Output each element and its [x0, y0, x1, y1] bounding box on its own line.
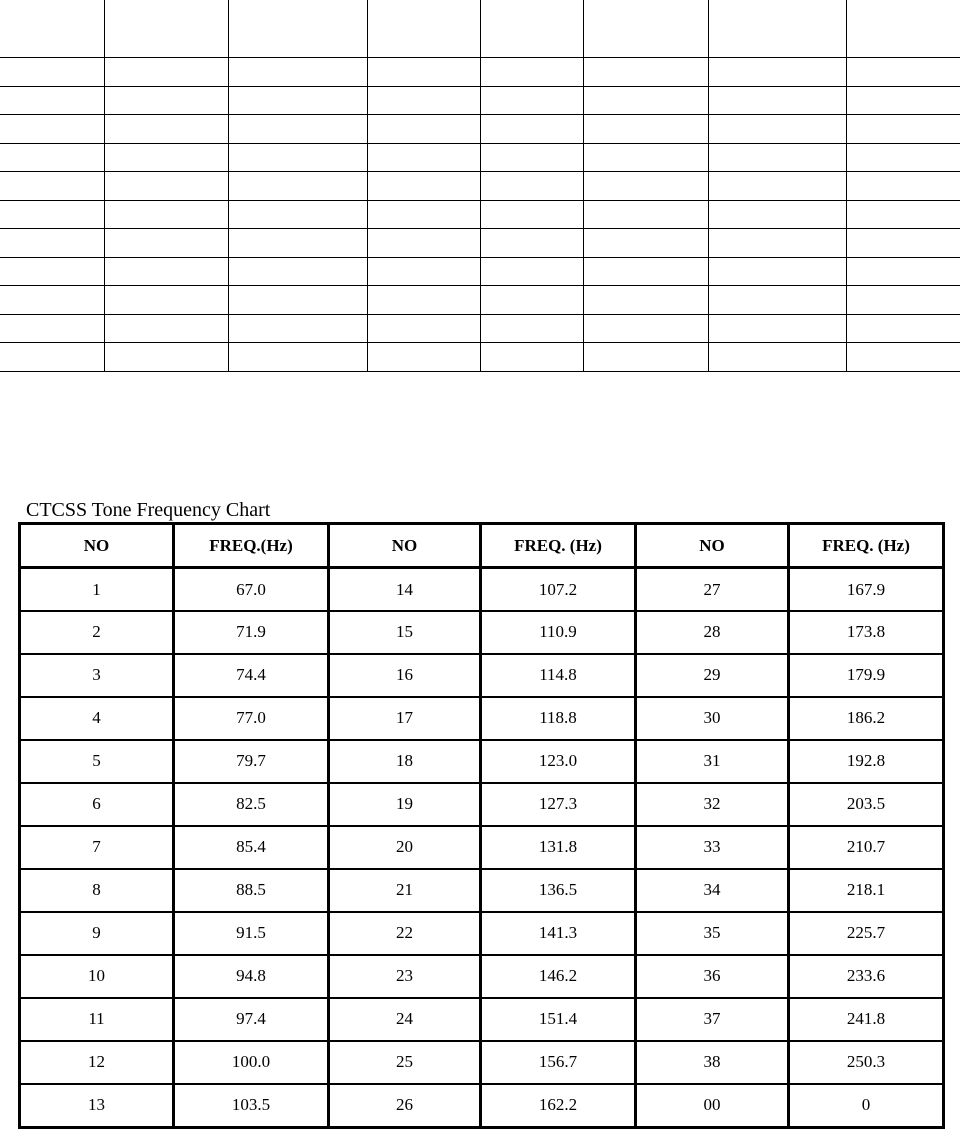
- tone-number-cell: 34: [636, 869, 789, 912]
- empty-grid-cell: [846, 115, 960, 144]
- empty-grid-cell: [708, 143, 846, 172]
- tone-number-cell: 3: [20, 654, 174, 697]
- empty-grid-cell: [583, 0, 708, 58]
- empty-grid-cell: [367, 229, 480, 258]
- empty-grid-cell: [708, 172, 846, 201]
- empty-grid-cell: [480, 115, 583, 144]
- empty-grid-cell: [583, 314, 708, 343]
- empty-grid-cell: [367, 172, 480, 201]
- tone-frequency-cell: 241.8: [789, 998, 944, 1041]
- empty-grid-cell: [583, 58, 708, 87]
- empty-grid-cell: [583, 257, 708, 286]
- empty-grid-cell: [0, 115, 104, 144]
- empty-grid-cell: [708, 229, 846, 258]
- table-row: [20, 998, 944, 1041]
- tone-frequency-cell: 82.5: [174, 783, 329, 826]
- table-row: [20, 611, 944, 654]
- empty-grid-cell: [480, 286, 583, 315]
- empty-grid-row: [0, 143, 960, 172]
- empty-grid-cell: [367, 58, 480, 87]
- empty-grid-cell: [228, 86, 367, 115]
- table-row: [20, 869, 944, 912]
- tone-frequency-cell: 103.5: [174, 1084, 329, 1128]
- empty-grid-cell: [480, 343, 583, 372]
- empty-grid-cell: [583, 143, 708, 172]
- empty-grid-cell: [846, 286, 960, 315]
- table-row: [20, 783, 944, 826]
- tone-frequency-cell: 91.5: [174, 912, 329, 955]
- tone-number-cell: 24: [329, 998, 481, 1041]
- empty-grid-cell: [846, 0, 960, 58]
- tone-frequency-cell: 218.1: [789, 869, 944, 912]
- tone-frequency-cell: 79.7: [174, 740, 329, 783]
- tone-number-cell: 33: [636, 826, 789, 869]
- empty-grid-row: [0, 58, 960, 87]
- table-row: [20, 826, 944, 869]
- tone-frequency-cell: 118.8: [481, 697, 636, 740]
- tone-number-cell: 22: [329, 912, 481, 955]
- empty-grid-cell: [0, 229, 104, 258]
- empty-grid-cell: [367, 286, 480, 315]
- tone-number-cell: 18: [329, 740, 481, 783]
- tone-number-cell: 29: [636, 654, 789, 697]
- empty-grid-cell: [708, 86, 846, 115]
- empty-grid-cell: [228, 115, 367, 144]
- ctcss-header-row: [20, 524, 944, 568]
- tone-frequency-cell: 151.4: [481, 998, 636, 1041]
- tone-frequency-cell: 100.0: [174, 1041, 329, 1084]
- empty-grid-body: [0, 0, 960, 372]
- empty-grid-cell: [228, 0, 367, 58]
- empty-grid-cell: [0, 86, 104, 115]
- empty-grid-cell: [367, 200, 480, 229]
- empty-grid-row: [0, 343, 960, 372]
- empty-grid-cell: [480, 58, 583, 87]
- empty-grid-cell: [104, 0, 228, 58]
- empty-grid-cell: [708, 58, 846, 87]
- empty-grid-cell: [708, 314, 846, 343]
- empty-grid-cell: [367, 257, 480, 286]
- tone-frequency-cell: 77.0: [174, 697, 329, 740]
- empty-grid-cell: [104, 343, 228, 372]
- table-row: [20, 568, 944, 612]
- empty-grid-cell: [846, 314, 960, 343]
- tone-number-cell: 26: [329, 1084, 481, 1128]
- empty-grid-cell: [228, 286, 367, 315]
- tone-number-cell: 2: [20, 611, 174, 654]
- tone-number-cell: 7: [20, 826, 174, 869]
- tone-frequency-cell: 127.3: [481, 783, 636, 826]
- empty-grid-cell: [708, 0, 846, 58]
- empty-grid-cell: [480, 314, 583, 343]
- tone-number-cell: 4: [20, 697, 174, 740]
- tone-number-cell: 00: [636, 1084, 789, 1128]
- empty-grid-cell: [367, 0, 480, 58]
- empty-grid-cell: [367, 314, 480, 343]
- empty-grid-cell: [104, 86, 228, 115]
- tone-frequency-cell: 225.7: [789, 912, 944, 955]
- empty-grid-cell: [708, 200, 846, 229]
- empty-grid-cell: [0, 286, 104, 315]
- empty-grid-cell: [0, 143, 104, 172]
- tone-frequency-cell: 233.6: [789, 955, 944, 998]
- empty-grid-cell: [0, 343, 104, 372]
- empty-grid-cell: [583, 86, 708, 115]
- empty-grid-cell: [0, 58, 104, 87]
- empty-grid-cell: [583, 229, 708, 258]
- tone-frequency-cell: 173.8: [789, 611, 944, 654]
- tone-number-cell: 14: [329, 568, 481, 612]
- tone-frequency-cell: 210.7: [789, 826, 944, 869]
- empty-grid-cell: [367, 343, 480, 372]
- empty-grid-row: [0, 229, 960, 258]
- tone-number-cell: 1: [20, 568, 174, 612]
- table-row: [20, 1084, 944, 1128]
- tone-frequency-cell: 67.0: [174, 568, 329, 612]
- header-no: NO: [636, 524, 789, 568]
- empty-grid-cell: [0, 257, 104, 286]
- table-row: [20, 740, 944, 783]
- tone-number-cell: 20: [329, 826, 481, 869]
- empty-grid-cell: [228, 314, 367, 343]
- tone-number-cell: 13: [20, 1084, 174, 1128]
- empty-grid-header-row: [0, 0, 960, 58]
- tone-frequency-cell: 146.2: [481, 955, 636, 998]
- tone-number-cell: 30: [636, 697, 789, 740]
- tone-number-cell: 31: [636, 740, 789, 783]
- tone-frequency-cell: 167.9: [789, 568, 944, 612]
- tone-frequency-cell: 131.8: [481, 826, 636, 869]
- empty-grid-row: [0, 286, 960, 315]
- empty-grid-cell: [708, 286, 846, 315]
- empty-grid-cell: [104, 58, 228, 87]
- tone-number-cell: 6: [20, 783, 174, 826]
- empty-grid-cell: [480, 257, 583, 286]
- table-row: [20, 912, 944, 955]
- tone-frequency-cell: 250.3: [789, 1041, 944, 1084]
- empty-grid-cell: [846, 143, 960, 172]
- tone-frequency-cell: 179.9: [789, 654, 944, 697]
- empty-grid-cell: [228, 229, 367, 258]
- empty-grid-row: [0, 86, 960, 115]
- empty-grid-row: [0, 172, 960, 201]
- tone-frequency-cell: 94.8: [174, 955, 329, 998]
- empty-grid-cell: [228, 343, 367, 372]
- empty-grid-cell: [0, 200, 104, 229]
- tone-frequency-cell: 74.4: [174, 654, 329, 697]
- empty-grid-cell: [104, 286, 228, 315]
- tone-number-cell: 16: [329, 654, 481, 697]
- empty-grid-cell: [367, 143, 480, 172]
- tone-number-cell: 28: [636, 611, 789, 654]
- empty-grid-cell: [0, 0, 104, 58]
- table-row: [20, 654, 944, 697]
- tone-number-cell: 19: [329, 783, 481, 826]
- tone-frequency-cell: 0: [789, 1084, 944, 1128]
- empty-grid-cell: [228, 257, 367, 286]
- tone-frequency-cell: 88.5: [174, 869, 329, 912]
- header-freq: FREQ. (Hz): [789, 524, 944, 568]
- tone-number-cell: 17: [329, 697, 481, 740]
- empty-grid-cell: [846, 200, 960, 229]
- empty-grid-cell: [480, 86, 583, 115]
- tone-frequency-cell: 107.2: [481, 568, 636, 612]
- tone-number-cell: 32: [636, 783, 789, 826]
- empty-grid-cell: [480, 229, 583, 258]
- empty-grid-cell: [104, 229, 228, 258]
- empty-grid-cell: [583, 172, 708, 201]
- empty-grid-cell: [367, 115, 480, 144]
- empty-grid-row: [0, 314, 960, 343]
- empty-grid-cell: [846, 172, 960, 201]
- empty-grid-cell: [480, 172, 583, 201]
- tone-frequency-cell: 186.2: [789, 697, 944, 740]
- empty-grid-cell: [708, 115, 846, 144]
- tone-number-cell: 10: [20, 955, 174, 998]
- empty-grid-cell: [104, 200, 228, 229]
- tone-number-cell: 11: [20, 998, 174, 1041]
- empty-grid-cell: [367, 86, 480, 115]
- empty-grid-table: [0, 0, 960, 372]
- tone-frequency-cell: 192.8: [789, 740, 944, 783]
- empty-grid-cell: [708, 257, 846, 286]
- tone-frequency-cell: 97.4: [174, 998, 329, 1041]
- empty-grid-cell: [104, 115, 228, 144]
- empty-grid-cell: [0, 172, 104, 201]
- ctcss-table-head: [20, 524, 944, 568]
- empty-grid-cell: [846, 343, 960, 372]
- tone-number-cell: 8: [20, 869, 174, 912]
- empty-grid-cell: [0, 314, 104, 343]
- empty-grid-cell: [228, 200, 367, 229]
- empty-grid-cell: [583, 286, 708, 315]
- empty-grid-cell: [583, 115, 708, 144]
- empty-grid-cell: [104, 143, 228, 172]
- tone-frequency-cell: 71.9: [174, 611, 329, 654]
- tone-number-cell: 23: [329, 955, 481, 998]
- empty-grid-cell: [846, 86, 960, 115]
- tone-number-cell: 9: [20, 912, 174, 955]
- empty-grid-cell: [846, 58, 960, 87]
- empty-grid-cell: [480, 0, 583, 58]
- tone-number-cell: 27: [636, 568, 789, 612]
- tone-number-cell: 37: [636, 998, 789, 1041]
- empty-grid-cell: [228, 58, 367, 87]
- table-row: [20, 1041, 944, 1084]
- tone-frequency-cell: 114.8: [481, 654, 636, 697]
- tone-frequency-cell: 110.9: [481, 611, 636, 654]
- empty-grid-cell: [104, 314, 228, 343]
- empty-grid-row: [0, 257, 960, 286]
- tone-frequency-cell: 156.7: [481, 1041, 636, 1084]
- tone-frequency-cell: 85.4: [174, 826, 329, 869]
- empty-grid-cell: [104, 257, 228, 286]
- table-row: [20, 697, 944, 740]
- tone-frequency-cell: 136.5: [481, 869, 636, 912]
- tone-number-cell: 12: [20, 1041, 174, 1084]
- tone-number-cell: 25: [329, 1041, 481, 1084]
- empty-grid-cell: [708, 343, 846, 372]
- tone-number-cell: 38: [636, 1041, 789, 1084]
- empty-grid-row: [0, 200, 960, 229]
- ctcss-table-body: [20, 568, 944, 1128]
- table-row: [20, 955, 944, 998]
- empty-grid-cell: [228, 143, 367, 172]
- empty-grid-cell: [480, 143, 583, 172]
- ctcss-chart-title: CTCSS Tone Frequency Chart: [26, 499, 271, 521]
- tone-number-cell: 36: [636, 955, 789, 998]
- header-freq: FREQ. (Hz): [481, 524, 636, 568]
- empty-grid-cell: [228, 172, 367, 201]
- empty-grid-cell: [583, 343, 708, 372]
- tone-frequency-cell: 203.5: [789, 783, 944, 826]
- tone-number-cell: 21: [329, 869, 481, 912]
- empty-grid-cell: [583, 200, 708, 229]
- empty-grid-cell: [104, 172, 228, 201]
- tone-number-cell: 5: [20, 740, 174, 783]
- header-no: NO: [20, 524, 174, 568]
- header-freq: FREQ.(Hz): [174, 524, 329, 568]
- tone-number-cell: 35: [636, 912, 789, 955]
- tone-frequency-cell: 123.0: [481, 740, 636, 783]
- tone-frequency-cell: 162.2: [481, 1084, 636, 1128]
- ctcss-frequency-table: [18, 522, 945, 1129]
- empty-grid-cell: [480, 200, 583, 229]
- tone-number-cell: 15: [329, 611, 481, 654]
- tone-frequency-cell: 141.3: [481, 912, 636, 955]
- empty-grid-cell: [846, 229, 960, 258]
- empty-grid-cell: [846, 257, 960, 286]
- empty-grid-row: [0, 115, 960, 144]
- header-no: NO: [329, 524, 481, 568]
